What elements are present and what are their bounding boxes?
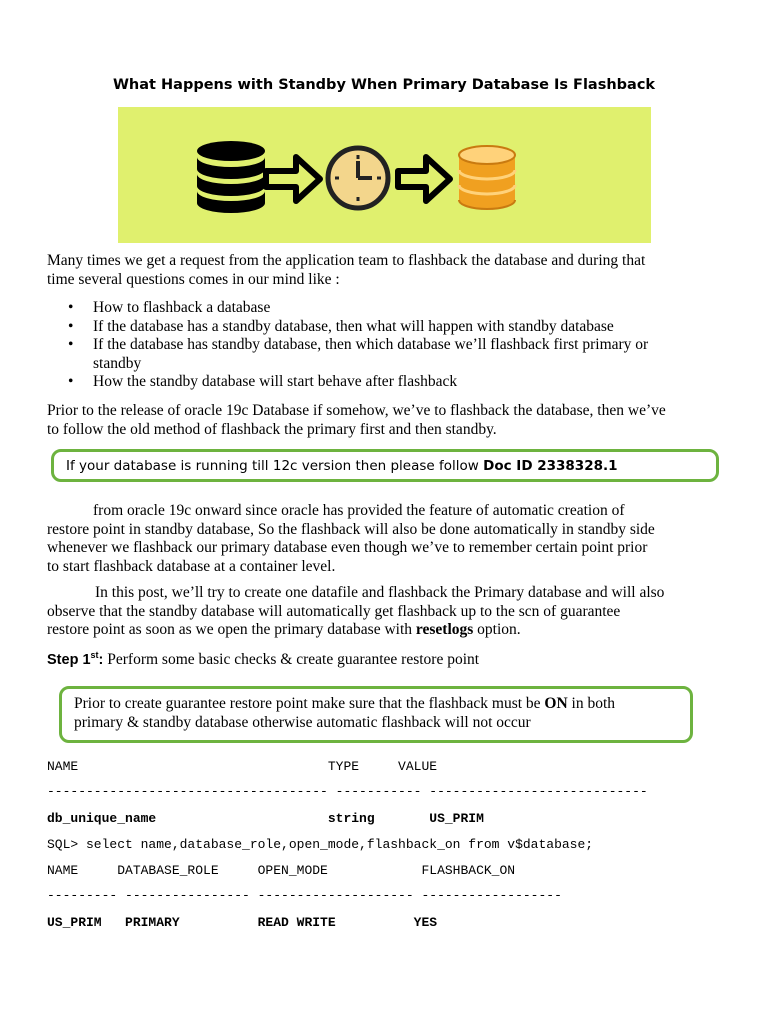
list-item: • How to flashback a database <box>68 299 271 316</box>
note-box-flashback: Prior to create guarantee restore point make sure that the flashback must be ON in both primary & standby database otherwise automatic flashback will not occur <box>59 686 693 743</box>
bullet-icon: • <box>68 373 74 390</box>
step-heading: Step 1st: Perform some basic checks & create guarantee restore point <box>47 650 480 668</box>
note-box-doc <box>51 449 719 482</box>
bullet-icon: • <box>68 299 74 316</box>
intro-line: Many times we get a request from the application team to flashback the database and during that <box>47 252 646 269</box>
sql-row-1: db_unique_name string US_PRIM <box>47 811 484 826</box>
document-title: What Happens with Standby When Primary Database Is Flashback <box>112 77 656 93</box>
question-list <box>47 299 727 392</box>
list-item-continuation: standby <box>93 354 142 372</box>
post-paragraph: In this post, we’ll try to create one datafile and flashback the Primary database and will also observe that the standby database will automatically get flashback up to the scn of guarantee restore point as soon as we open the primary database with resetlogs option. <box>47 584 665 638</box>
sql-query: SQL> select name,database_role,open_mode,flashback_on from v$database; <box>47 837 594 852</box>
bullet-icon: • <box>68 336 74 353</box>
intro-line: time several questions comes in our mind like : <box>47 270 340 288</box>
database-gold-icon <box>459 146 515 209</box>
intro-paragraph <box>47 252 727 289</box>
list-item: • If the database has a standby database, then what will happen with standby database <box>68 317 614 335</box>
banner-image <box>118 107 651 243</box>
arrow-right-icon <box>398 157 450 201</box>
from19c-paragraph: from oracle 19c onward since oracle has provided the feature of automatic creation of restore point in standby database, So the flashback will also be done automatically in standby side whenever we flashback our primary database even though we’ve to remember certain point prior to start flashback database at a container level. <box>47 502 655 575</box>
doc-id-link[interactable]: Doc ID 2338328.1 <box>483 458 618 474</box>
sql-separator-2: --------- ---------------- -------------------- ------------------ <box>47 888 562 903</box>
list-item: • If the database has standby database, then which database we’ll flashback first primary or <box>68 336 649 353</box>
sql-header-1: NAME TYPE VALUE <box>47 759 438 774</box>
clock-icon <box>328 148 388 208</box>
sql-row-2: US_PRIM PRIMARY READ WRITE YES <box>47 915 438 930</box>
list-item: • How the standby database will start behave after flashback <box>68 373 458 390</box>
note-text: If your database is running till 12c version then please follow <box>66 458 484 474</box>
sql-header-2: NAME DATABASE_ROLE OPEN_MODE FLASHBACK_ON <box>47 863 516 878</box>
bullet-icon: • <box>68 317 74 335</box>
sql-separator-1: ------------------------------------ ----------- ---------------------------- <box>47 784 648 799</box>
prior-paragraph: Prior to the release of oracle 19c Database if somehow, we’ve to flashback the database, then we’ve to follow the old method of flashback the primary first and then standby. <box>47 402 666 438</box>
arrow-right-icon <box>266 157 320 201</box>
database-black-icon <box>197 141 265 213</box>
